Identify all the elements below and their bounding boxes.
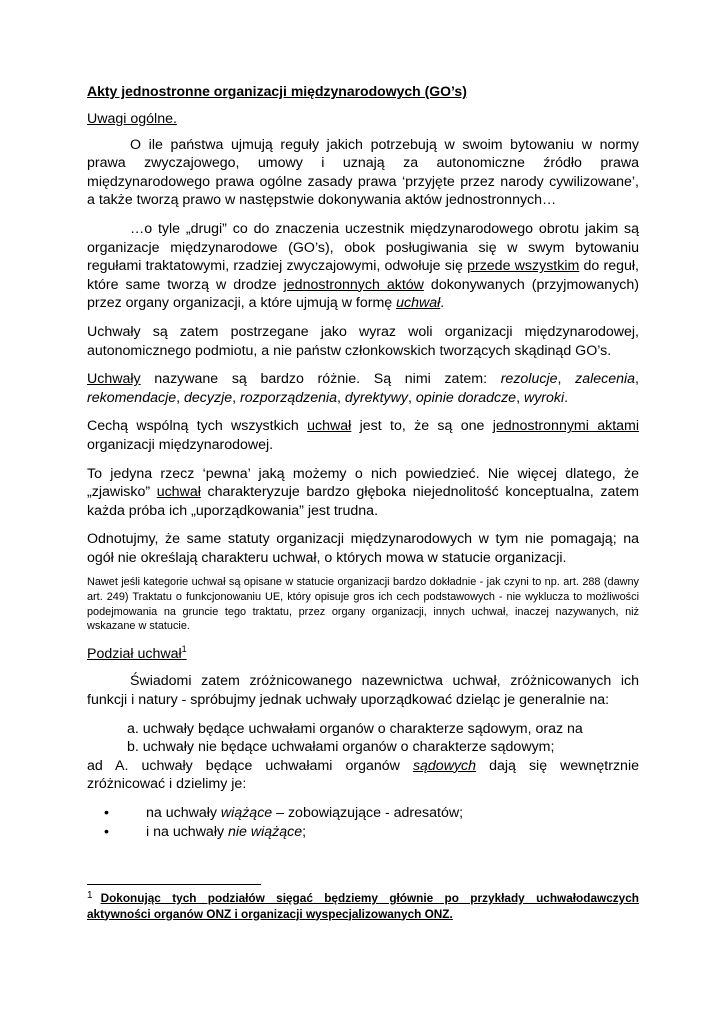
text-run: ;	[302, 823, 307, 840]
bullet-icon: •	[104, 805, 109, 821]
resolution-type: rekomendacje	[87, 389, 177, 406]
paragraph-common-feature	[87, 417, 639, 454]
text-run: …o tyle „drugi” co do znaczenia uczestnik międzynarodowego obrotu jakim są organizacje międzynarodowe (GO’s), obok posługiwania się w swym bytowaniu regułami traktatowymi, rzadziej zwyczajowymi, odwołuje się	[87, 220, 639, 275]
paragraph-ad-a	[87, 757, 639, 794]
italic-text: nie wiążące	[228, 823, 303, 840]
paragraph-only-certain-thing	[87, 465, 639, 521]
paragraph-division-intro: Świadomi zatem zróżnicowanego nazewnictwa uchwał, zróżnicowanych ich funkcji i natury - spróbujmy jednak uchwały uporządkować dzieląc je generalnie na:	[87, 673, 639, 709]
resolution-type: rezolucje	[500, 371, 558, 388]
bullet-icon: •	[104, 823, 109, 840]
text-run: ad A. uchwały będące uchwałami organów	[87, 757, 413, 774]
text-run: nazywane są bardzo różnie. Są nimi zatem:	[140, 371, 501, 388]
resolution-type: decyzje	[184, 389, 233, 406]
paragraph-statutes: Odnotujmy, że same statuty organizacji międzynarodowych w tym nie pomagają; na ogół nie określają charakteru uchwał, o których mowa w statucie organizacji.	[87, 531, 639, 566]
list-item-a: a. uchwały będące uchwałami organów o charakterze sądowym, oraz na	[127, 720, 583, 737]
underlined-text: przede wszystkim	[467, 258, 580, 275]
footnote-number: 1	[87, 890, 93, 901]
text-run: dokonywanych (przyjmowanych) przez organy organizacji, a które ujmują w formę	[87, 276, 640, 312]
text-run: organizacji międzynarodowej.	[87, 436, 274, 453]
section-heading-general: Uwagi ogólne.	[87, 111, 177, 127]
list-item-b: b. uchwały nie będące uchwałami organów o charakterze sądowym;	[127, 739, 555, 756]
footnote	[87, 888, 639, 922]
paragraph-organizations	[87, 220, 639, 313]
italic-text: wiążące	[220, 805, 273, 821]
resolution-type: opinie doradcze	[415, 389, 517, 406]
small-print-note: Nawet jeśli kategorie uchwał są opisane w statucie organizacji bardzo dokładnie - jak czyni to np. art. 288 (dawny art. 249) Traktatu o funkcjonowaniu UE, który opisuje gros ich cech podstawowych - nie wyklucza to możliwości podejmowania na gruncie tego traktatu, przez organy organizacji, innych uchwał, inaczej nazywanych, niż wskazane w statucie.	[87, 576, 639, 633]
text-run: charakteryzuje bardzo głęboka niejednolitość konceptualna, zatem każda próba ich „uporządkowania” jest trudna.	[87, 484, 639, 519]
underlined-text: uchwał	[307, 418, 352, 435]
text-run: i na uchwały	[146, 823, 229, 840]
underlined-italic-text: uchwał	[396, 295, 441, 312]
underlined-italic-text: sądowych	[412, 757, 477, 774]
resolution-type: wyroki	[523, 389, 565, 406]
paragraph-resolutions-will: Uchwały są zatem postrzegane jako wyraz woli organizacji międzynarodowej, autonomicznego podmiotu, a nie państw członkowskich tworzących skądinąd GO’s.	[87, 323, 639, 359]
text-run: – zobowiązujące - adresatów;	[272, 805, 464, 821]
text-run: Cechą wspólną tych wszystkich	[87, 418, 308, 435]
text-run: na uchwały	[146, 805, 221, 821]
section-heading-division	[87, 645, 639, 664]
footnote-divider	[87, 884, 261, 885]
heading-text: Podział uchwał	[87, 645, 182, 662]
footnote-text: Dokonując tych podziałów sięgać będziemy głównie po przykłady uchwałodawczych aktywności organów ONZ i organizacji wyspecjalizowanych ONZ.	[87, 891, 639, 921]
footnote-reference[interactable]: 1	[181, 643, 187, 654]
text-run: To jedyna rzecz ‘pewna’ jaką możemy o nich powiedzieć. Nie więcej dlatego, że „zjawisko”	[87, 465, 639, 501]
text-run: dają się wewnętrznie zróżnicować i dzielimy je:	[87, 757, 639, 793]
paragraph-states-law: O ile państwa ujmują reguły jakich potrzebują w swoim bytowaniu w normy prawa zwyczajowego, umowy i uznają za autonomiczne źródło prawa międzynarodowego prawa ogólne zasady prawa ‘przyjęte przez narody cywilizowane’, a także tworzą prawo w następstwie dokonywania aktów jednostronnych…	[87, 136, 639, 209]
underlined-text: Uchwały	[87, 371, 141, 388]
list-item	[87, 804, 639, 823]
text-run: do reguł, które same tworzą w drodze	[87, 258, 639, 293]
document-title: Akty jednostronne organizacji międzynarodowych (GO’s)	[87, 83, 467, 99]
text-run: jest to, że są one	[351, 418, 493, 435]
text-run: .	[440, 295, 445, 312]
underlined-text: jednostronnych aktów	[283, 276, 424, 293]
resolution-type: zalecenia	[575, 371, 636, 388]
underlined-text: jednostronnymi aktami	[492, 418, 639, 435]
list-item	[87, 823, 639, 842]
resolution-type: rozporządzenia	[240, 389, 338, 406]
underlined-text: uchwał	[156, 484, 201, 501]
resolution-type: dyrektywy	[344, 389, 408, 406]
document-page	[87, 82, 639, 841]
paragraph-resolution-names: Uchwały nazywane są bardzo różnie. Są nimi zatem: rezolucje, zalecenia, rekomendacje, decyzje, rozporządzenia, dyrektywy, opinie doradcze, wyroki.	[87, 371, 639, 406]
binding-bullet-list	[87, 804, 639, 841]
